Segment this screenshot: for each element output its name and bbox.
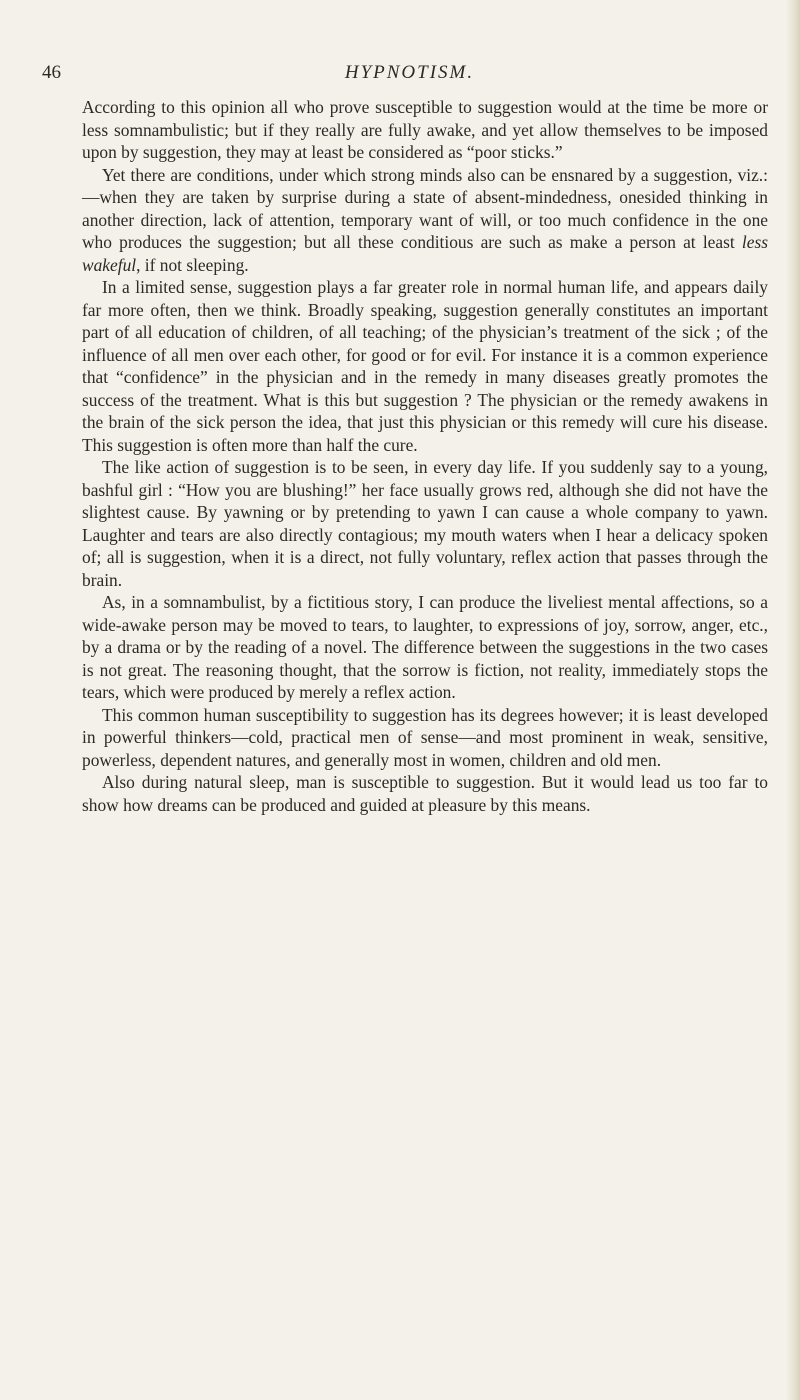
- paragraph: [82, 591, 768, 704]
- paragraph-text: Also during natural sleep, man is susceptible to suggestion. But it would lead us too far to show how dreams can be produced and guided at pleasure by this means.: [82, 772, 768, 815]
- paragraph-text: , if not sleeping.: [136, 254, 249, 275]
- paragraph-text: In a limited sense, suggestion plays a far greater role in normal human life, and appears daily far more often, then we think. Broadly speaking, suggestion generally constitutes an important part of all education of children, of all teaching; of the physician’s treatment of the sick ; of the influence of all men over each other, for good or for evil. For instance it is a common experience that “confidence” in the physician and in the remedy in many diseases greatly promotes the success of the treatment. What is this but suggestion ? The physician or the remedy awakens in the brain of the sick person the idea, that just this physician or this remedy will cure his disease. This suggestion is often more than half the cure.: [82, 277, 768, 455]
- paragraph-text: The like action of suggestion is to be seen, in every day life. If you suddenly say to a young, bashful girl : “How you are blushing!” her face usually grows red, although she did not have the slightest cause. By yawning or by pretending to yawn I can cause a whole company to yawn. Laughter and tears are also directly contagious; my mouth waters when I hear a delicacy spoken of; all is suggestion, when it is a direct, not fully voluntary, reflex action that passes through the brain.: [82, 457, 768, 590]
- paragraph-text: According to this opinion all who prove susceptible to suggestion would at the time be more or less somnambulistic; but if they really are fully awake, and yet allow themselves to be imposed upon by suggestion, they may at least be considered as “poor sticks.”: [82, 97, 768, 162]
- paragraph: [82, 96, 768, 164]
- page-number: 46: [42, 62, 61, 83]
- paragraph: [82, 704, 768, 772]
- paragraph: [82, 164, 768, 277]
- paragraph: [82, 276, 768, 456]
- paragraph: [82, 771, 768, 816]
- paragraph: [82, 456, 768, 591]
- emphasized-text: less wakeful: [82, 232, 768, 275]
- paragraph-text: This common human susceptibility to suggestion has its degrees however; it is least developed in powerful thinkers—cold, practical men of sense—and most prominent in weak, sensitive, powerless, dependent natures, and generally most in women, children and old men.: [82, 704, 768, 770]
- page-header: [42, 62, 777, 90]
- running-head-title: HYPNOTISM.: [344, 62, 475, 83]
- page-edge-shadow: [786, 0, 800, 1400]
- body-text: [82, 96, 768, 816]
- paragraph-text: Yet there are conditions, under which strong minds also can be ensnared by a suggestion, viz.:—when they are taken by surprise during a state of absent-mindedness, onesided thinking in another direction, lack of attention, temporary want of will, or too much confidence in the one who produces the suggestion; but all these conditious are such as make a person at least: [82, 164, 768, 252]
- paragraph-text: As, in a somnambulist, by a fictitious story, I can produce the liveliest mental affections, so a wide-awake person may be moved to tears, to laughter, to expressions of joy, sorrow, anger, etc., by a drama or by the reading of a novel. The difference between the suggestions in the two cases is not great. The reasoning thought, that the sorrow is fiction, not reality, immediately stops the tears, which were produced by merely a reflex action.: [82, 592, 768, 702]
